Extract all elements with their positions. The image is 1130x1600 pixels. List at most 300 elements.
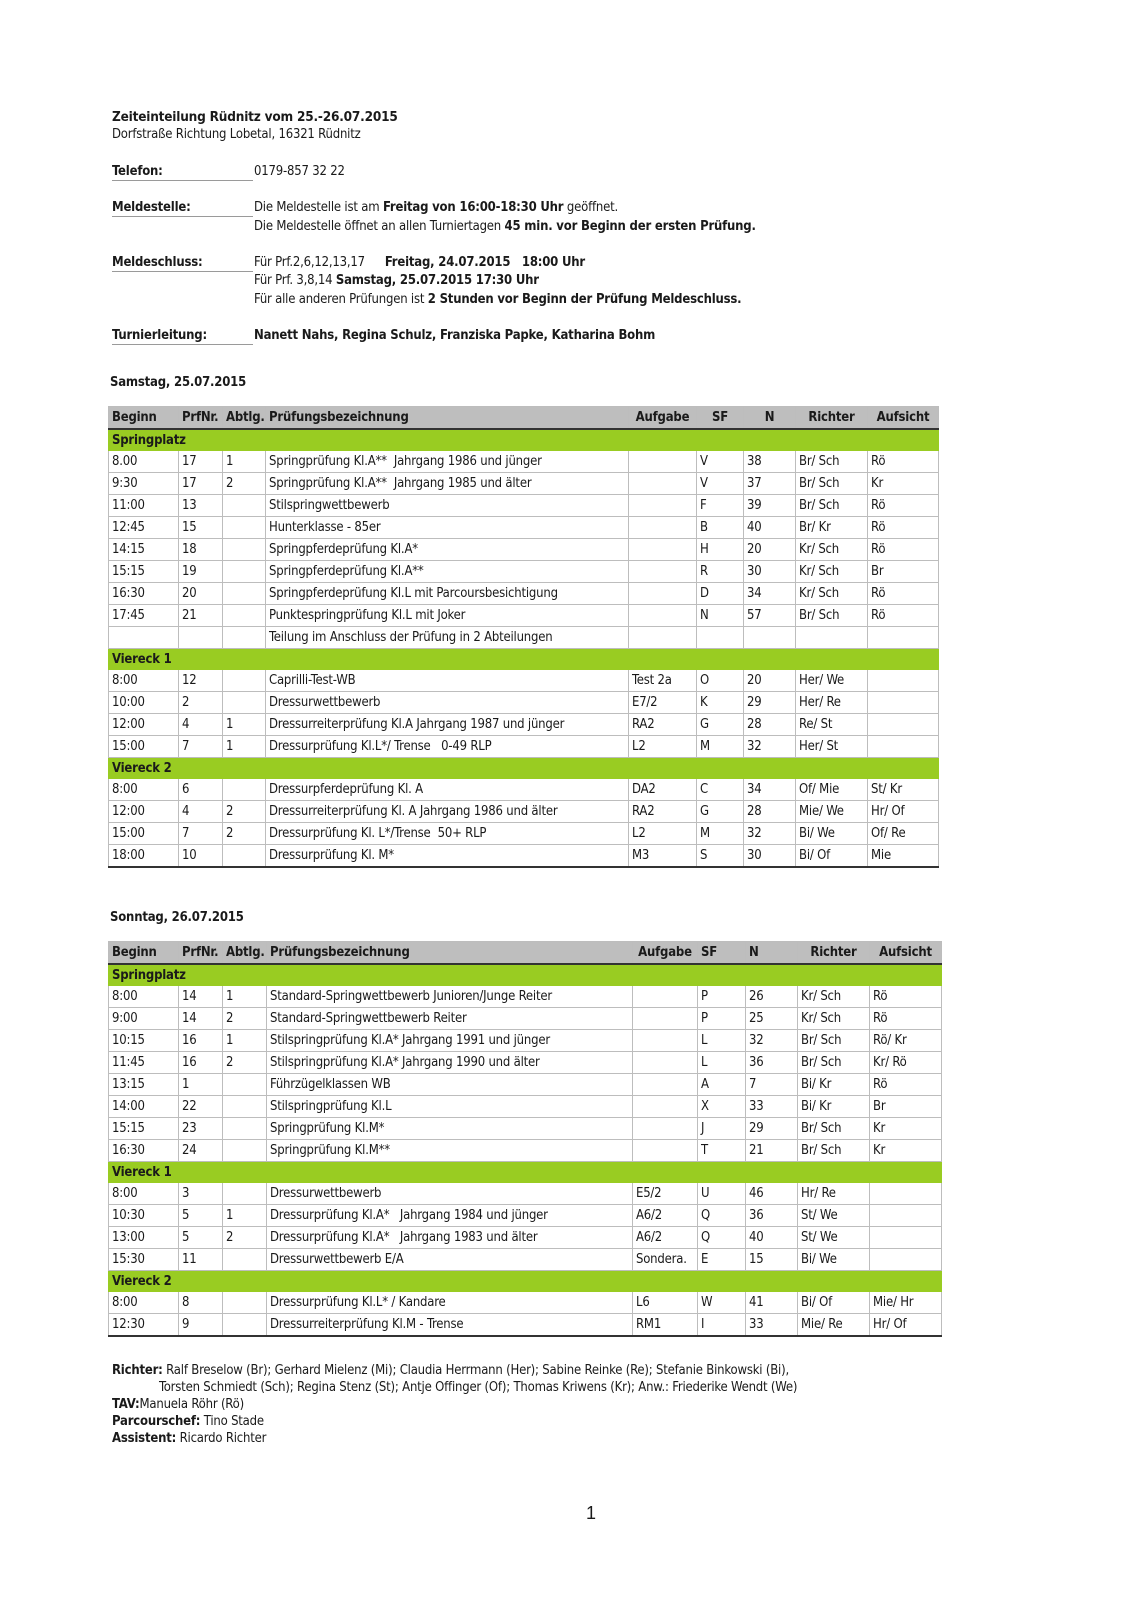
section-title: Springplatz <box>109 429 939 451</box>
cell-abtlg <box>223 1118 267 1140</box>
cell-abtlg <box>223 670 266 692</box>
section-title: Springplatz <box>109 964 942 986</box>
day-title-saturday: Samstag, 25.07.2015 <box>110 375 247 390</box>
cell-n: 32 <box>744 823 796 845</box>
meldeschluss-label: Meldeschluss: <box>112 254 253 272</box>
column-header: Abtlg. <box>223 407 266 430</box>
column-header: SF <box>698 942 746 965</box>
venue-address: Dorfstraße Richtung Lobetal, 16321 Rüdnitz <box>112 127 361 142</box>
cell-aufsicht: Kr <box>870 1118 942 1140</box>
cell-beginn: 14:00 <box>109 1096 179 1118</box>
meldestelle-line-1 <box>254 199 618 217</box>
table-row <box>109 1227 942 1249</box>
cell-richter: Her/ St <box>796 736 868 758</box>
cell-bezeichnung: Springprüfung Kl.M** <box>267 1140 633 1162</box>
page-number: 1 <box>586 1503 597 1523</box>
tav-label: TAV: <box>112 1397 140 1412</box>
cell-prfnr: 4 <box>179 801 223 823</box>
cell-n: 30 <box>744 561 796 583</box>
cell-prfnr: 11 <box>179 1249 223 1271</box>
table-row <box>109 495 939 517</box>
cell-richter <box>796 627 868 649</box>
cell-sf: P <box>698 986 746 1008</box>
document-title: Zeiteinteilung Rüdnitz vom 25.-26.07.2015 <box>112 109 398 125</box>
cell-n: 34 <box>744 583 796 605</box>
assistent-line <box>112 1430 266 1447</box>
cell-aufgabe <box>629 473 697 495</box>
cell-prfnr: 19 <box>179 561 223 583</box>
cell-prfnr: 17 <box>179 473 223 495</box>
cell-n: 26 <box>746 986 798 1008</box>
cell-aufsicht <box>868 692 939 714</box>
table-row <box>109 1030 942 1052</box>
cell-sf: D <box>697 583 744 605</box>
text: Für alle anderen Prüfungen ist <box>254 292 428 307</box>
cell-abtlg <box>223 692 266 714</box>
cell-n: 20 <box>744 670 796 692</box>
cell-prfnr: 14 <box>179 1008 223 1030</box>
table-row <box>109 1292 942 1314</box>
richter-line-1 <box>112 1362 789 1379</box>
column-header: Prüfungsbezeichnung <box>266 407 629 430</box>
cell-bezeichnung: Springpferdeprüfung Kl.A** <box>266 561 629 583</box>
cell-n: 21 <box>746 1140 798 1162</box>
column-header: Beginn <box>109 407 179 430</box>
cell-abtlg: 2 <box>223 1052 267 1074</box>
cell-aufsicht: Rö <box>870 1008 942 1030</box>
cell-richter: Br/ Kr <box>796 517 868 539</box>
cell-beginn: 8.00 <box>109 451 179 473</box>
tav-line <box>112 1396 244 1413</box>
cell-bezeichnung: Dressurprüfung Kl. L*/Trense 50+ RLP <box>266 823 629 845</box>
cell-richter: Of/ Mie <box>796 779 868 801</box>
cell-beginn: 9:00 <box>109 1008 179 1030</box>
section-row <box>109 1162 942 1183</box>
bold-text: 45 min. vor Beginn der ersten Prüfung. <box>504 219 756 234</box>
bold-text: Freitag, 24.07.2015 18:00 Uhr <box>384 255 585 270</box>
table-row <box>109 1183 942 1205</box>
cell-beginn: 11:45 <box>109 1052 179 1074</box>
cell-sf: B <box>697 517 744 539</box>
schedule-table-saturday <box>108 406 939 868</box>
cell-richter: Br/ Sch <box>796 473 868 495</box>
cell-aufgabe: A6/2 <box>633 1227 698 1249</box>
table-row <box>109 845 939 868</box>
cell-bezeichnung: Dressurprüfung Kl.A* Jahrgang 1984 und jünger <box>267 1205 633 1227</box>
cell-sf: E <box>698 1249 746 1271</box>
cell-sf: Q <box>698 1227 746 1249</box>
cell-richter: Bi/ We <box>796 823 868 845</box>
cell-abtlg <box>223 845 266 868</box>
cell-beginn: 15:00 <box>109 736 179 758</box>
cell-aufgabe <box>629 539 697 561</box>
cell-n: 41 <box>746 1292 798 1314</box>
section-title: Viereck 2 <box>109 758 939 779</box>
cell-beginn: 12:00 <box>109 714 179 736</box>
cell-prfnr: 3 <box>179 1183 223 1205</box>
text: geöffnet. <box>563 200 619 215</box>
cell-abtlg: 2 <box>223 1227 267 1249</box>
section-row <box>109 964 942 986</box>
cell-aufgabe <box>629 495 697 517</box>
cell-prfnr: 23 <box>179 1118 223 1140</box>
cell-bezeichnung: Punktespringprüfung Kl.L mit Joker <box>266 605 629 627</box>
cell-beginn: 12:30 <box>109 1314 179 1337</box>
cell-beginn: 16:30 <box>109 583 179 605</box>
cell-abtlg <box>223 1140 267 1162</box>
cell-sf: J <box>698 1118 746 1140</box>
cell-n: 28 <box>744 714 796 736</box>
cell-sf: L <box>698 1052 746 1074</box>
section-title: Viereck 1 <box>109 1162 942 1183</box>
cell-aufgabe: L6 <box>633 1292 698 1314</box>
table-row <box>109 1008 942 1030</box>
cell-richter: Bi/ We <box>798 1249 870 1271</box>
cell-abtlg: 2 <box>223 473 266 495</box>
parcourschef-label: Parcourschef: <box>112 1414 201 1429</box>
cell-abtlg: 1 <box>223 1030 267 1052</box>
cell-richter: Br/ Sch <box>796 495 868 517</box>
cell-prfnr: 6 <box>179 779 223 801</box>
cell-aufsicht: Kr <box>868 473 939 495</box>
cell-bezeichnung: Teilung im Anschluss der Prüfung in 2 Abteilungen <box>266 627 629 649</box>
cell-beginn: 15:15 <box>109 1118 179 1140</box>
table-row <box>109 1074 942 1096</box>
cell-aufsicht <box>870 1183 942 1205</box>
cell-aufgabe <box>629 605 697 627</box>
cell-aufgabe <box>633 986 698 1008</box>
cell-richter: Her/ Re <box>796 692 868 714</box>
cell-abtlg <box>223 1074 267 1096</box>
cell-sf: L <box>698 1030 746 1052</box>
table-row <box>109 451 939 473</box>
cell-richter: Kr/ Sch <box>798 986 870 1008</box>
cell-bezeichnung: Dressurpferdeprüfung Kl. A <box>266 779 629 801</box>
cell-bezeichnung: Stilspringwettbewerb <box>266 495 629 517</box>
column-header: Prüfungsbezeichnung <box>267 942 633 965</box>
cell-n: 39 <box>744 495 796 517</box>
section-title: Viereck 2 <box>109 1271 942 1292</box>
cell-sf: C <box>697 779 744 801</box>
cell-abtlg: 2 <box>223 1008 267 1030</box>
cell-beginn: 13:00 <box>109 1227 179 1249</box>
text: Die Meldestelle öffnet an allen Turniertagen <box>254 219 505 234</box>
cell-bezeichnung: Caprilli-Test-WB <box>266 670 629 692</box>
cell-bezeichnung: Dressurreiterprüfung Kl. A Jahrgang 1986 und älter <box>266 801 629 823</box>
table-row <box>109 1096 942 1118</box>
cell-n: 57 <box>744 605 796 627</box>
cell-sf: O <box>697 670 744 692</box>
day-title-sunday: Sonntag, 26.07.2015 <box>110 910 244 925</box>
column-header: PrfNr. <box>179 407 223 430</box>
cell-prfnr: 14 <box>179 986 223 1008</box>
cell-n <box>744 627 796 649</box>
cell-aufsicht: Rö <box>868 605 939 627</box>
cell-prfnr: 24 <box>179 1140 223 1162</box>
section-row <box>109 1271 942 1292</box>
cell-sf: I <box>698 1314 746 1337</box>
table-row <box>109 736 939 758</box>
cell-aufsicht: Br <box>868 561 939 583</box>
text: Die Meldestelle ist am <box>254 200 383 215</box>
cell-aufgabe: Sondera. <box>633 1249 698 1271</box>
cell-aufsicht <box>870 1205 942 1227</box>
cell-aufgabe <box>633 1074 698 1096</box>
cell-aufsicht: Kr <box>870 1140 942 1162</box>
cell-aufsicht <box>868 714 939 736</box>
cell-richter: Br/ Sch <box>798 1140 870 1162</box>
cell-beginn: 12:45 <box>109 517 179 539</box>
column-header: SF <box>697 407 744 430</box>
cell-bezeichnung: Führzügelklassen WB <box>267 1074 633 1096</box>
cell-n: 40 <box>746 1227 798 1249</box>
table-row <box>109 473 939 495</box>
cell-beginn: 10:00 <box>109 692 179 714</box>
cell-aufgabe: A6/2 <box>633 1205 698 1227</box>
column-header: Richter <box>796 407 868 430</box>
cell-sf: W <box>698 1292 746 1314</box>
cell-richter: Kr/ Sch <box>796 539 868 561</box>
cell-n: 32 <box>746 1030 798 1052</box>
cell-aufsicht <box>870 1249 942 1271</box>
cell-aufgabe <box>633 1118 698 1140</box>
cell-prfnr: 10 <box>179 845 223 868</box>
cell-prfnr: 16 <box>179 1052 223 1074</box>
cell-n: 29 <box>744 692 796 714</box>
table-row <box>109 517 939 539</box>
cell-prfnr: 1 <box>179 1074 223 1096</box>
cell-n: 25 <box>746 1008 798 1030</box>
cell-prfnr: 15 <box>179 517 223 539</box>
table-row <box>109 583 939 605</box>
cell-aufgabe: Test 2a <box>629 670 697 692</box>
cell-n: 34 <box>744 779 796 801</box>
cell-n: 29 <box>746 1118 798 1140</box>
cell-abtlg: 2 <box>223 801 266 823</box>
cell-beginn: 9:30 <box>109 473 179 495</box>
cell-abtlg <box>223 1314 267 1337</box>
cell-beginn <box>109 627 179 649</box>
cell-prfnr: 21 <box>179 605 223 627</box>
cell-n: 46 <box>746 1183 798 1205</box>
cell-aufgabe: RM1 <box>633 1314 698 1337</box>
cell-richter: Br/ Sch <box>798 1052 870 1074</box>
cell-bezeichnung: Springpferdeprüfung Kl.A* <box>266 539 629 561</box>
parcourschef-line <box>112 1413 264 1430</box>
cell-n: 30 <box>744 845 796 868</box>
cell-sf: H <box>697 539 744 561</box>
cell-n: 36 <box>746 1052 798 1074</box>
cell-prfnr: 7 <box>179 736 223 758</box>
cell-n: 33 <box>746 1096 798 1118</box>
cell-prfnr: 2 <box>179 692 223 714</box>
bold-text: Freitag von 16:00-18:30 Uhr <box>382 200 564 215</box>
cell-abtlg <box>223 561 266 583</box>
cell-n: 20 <box>744 539 796 561</box>
cell-richter: Kr/ Sch <box>796 561 868 583</box>
cell-n: 15 <box>746 1249 798 1271</box>
cell-sf: Q <box>698 1205 746 1227</box>
column-header: Aufgabe <box>633 942 698 965</box>
table-row <box>109 561 939 583</box>
cell-aufgabe <box>629 517 697 539</box>
cell-aufsicht: Rö <box>868 539 939 561</box>
cell-aufgabe <box>633 1096 698 1118</box>
cell-prfnr: 16 <box>179 1030 223 1052</box>
cell-aufgabe <box>633 1030 698 1052</box>
cell-bezeichnung: Dressurwettbewerb <box>266 692 629 714</box>
cell-sf: U <box>698 1183 746 1205</box>
column-header: Aufsicht <box>870 942 942 965</box>
cell-n: 40 <box>744 517 796 539</box>
cell-abtlg <box>223 1096 267 1118</box>
column-header: Beginn <box>109 942 179 965</box>
cell-aufsicht: Rö <box>870 1074 942 1096</box>
text: Für Prf. 3,8,14 <box>254 273 336 288</box>
column-header: N <box>744 407 796 430</box>
richter-label: Richter: <box>112 1363 163 1378</box>
table-row <box>109 627 939 649</box>
cell-n: 7 <box>746 1074 798 1096</box>
cell-abtlg <box>223 539 266 561</box>
cell-aufsicht: Rö <box>870 986 942 1008</box>
telefon-value: 0179-857 32 22 <box>254 164 345 179</box>
cell-richter: Br/ Sch <box>796 605 868 627</box>
cell-abtlg <box>223 1292 267 1314</box>
cell-richter: St/ We <box>798 1227 870 1249</box>
cell-prfnr: 18 <box>179 539 223 561</box>
cell-sf: S <box>697 845 744 868</box>
cell-aufsicht: Rö <box>868 583 939 605</box>
table-row <box>109 823 939 845</box>
cell-aufsicht: Rö/ Kr <box>870 1030 942 1052</box>
cell-richter: Bi/ Kr <box>798 1096 870 1118</box>
cell-abtlg: 1 <box>223 736 266 758</box>
cell-abtlg: 1 <box>223 451 266 473</box>
cell-prfnr: 17 <box>179 451 223 473</box>
cell-bezeichnung: Springprüfung Kl.M* <box>267 1118 633 1140</box>
cell-sf: X <box>698 1096 746 1118</box>
cell-aufgabe: M3 <box>629 845 697 868</box>
cell-prfnr <box>179 627 223 649</box>
cell-abtlg: 1 <box>223 714 266 736</box>
cell-abtlg <box>223 495 266 517</box>
cell-prfnr: 8 <box>179 1292 223 1314</box>
cell-abtlg: 1 <box>223 1205 267 1227</box>
meldestelle-line-2 <box>254 218 756 236</box>
cell-aufgabe <box>633 1140 698 1162</box>
table-row <box>109 779 939 801</box>
cell-prfnr: 5 <box>179 1205 223 1227</box>
cell-abtlg <box>223 779 266 801</box>
cell-richter: Bi/ Of <box>798 1292 870 1314</box>
cell-prfnr: 13 <box>179 495 223 517</box>
table-row <box>109 1052 942 1074</box>
cell-aufsicht: Hr/ Of <box>870 1314 942 1337</box>
richter-list: Ralf Breselow (Br); Gerhard Mielenz (Mi); Claudia Herrmann (Her); Sabine Reinke (Re); Stefanie Binkowski (Bi), <box>166 1363 789 1378</box>
cell-beginn: 8:00 <box>109 1292 179 1314</box>
table-row <box>109 670 939 692</box>
cell-aufsicht: St/ Kr <box>868 779 939 801</box>
column-header: Abtlg. <box>223 942 267 965</box>
cell-beginn: 17:45 <box>109 605 179 627</box>
assistent-value: Ricardo Richter <box>179 1431 267 1446</box>
cell-aufsicht: Of/ Re <box>868 823 939 845</box>
cell-aufsicht: Hr/ Of <box>868 801 939 823</box>
cell-sf: V <box>697 473 744 495</box>
cell-aufsicht: Rö <box>868 495 939 517</box>
cell-beginn: 8:00 <box>109 670 179 692</box>
cell-bezeichnung: Dressurprüfung Kl.A* Jahrgang 1983 und älter <box>267 1227 633 1249</box>
cell-prfnr: 12 <box>179 670 223 692</box>
cell-sf: A <box>698 1074 746 1096</box>
cell-beginn: 15:00 <box>109 823 179 845</box>
cell-sf: G <box>697 801 744 823</box>
assistent-label: Assistent: <box>112 1431 177 1446</box>
cell-aufgabe: RA2 <box>629 714 697 736</box>
cell-abtlg: 2 <box>223 823 266 845</box>
schedule-table-sunday <box>108 941 942 1337</box>
cell-richter: Br/ Sch <box>798 1118 870 1140</box>
table-row <box>109 986 942 1008</box>
table-row <box>109 1118 942 1140</box>
cell-sf: V <box>697 451 744 473</box>
cell-aufgabe <box>629 583 697 605</box>
cell-n: 38 <box>744 451 796 473</box>
cell-beginn: 8:00 <box>109 779 179 801</box>
cell-aufgabe <box>633 1008 698 1030</box>
cell-richter: Re/ St <box>796 714 868 736</box>
table-row <box>109 714 939 736</box>
cell-aufsicht: Mie <box>868 845 939 868</box>
cell-sf: F <box>697 495 744 517</box>
table-row <box>109 1249 942 1271</box>
cell-aufgabe <box>629 627 697 649</box>
bold-text: 2 Stunden vor Beginn der Prüfung Meldeschluss. <box>427 292 742 307</box>
cell-abtlg <box>223 1183 267 1205</box>
cell-richter: Bi/ Kr <box>798 1074 870 1096</box>
cell-sf: P <box>698 1008 746 1030</box>
cell-bezeichnung: Stilspringprüfung Kl.L <box>267 1096 633 1118</box>
cell-bezeichnung: Stilspringprüfung Kl.A* Jahrgang 1991 und jünger <box>267 1030 633 1052</box>
tav-value: Manuela Röhr (Rö) <box>139 1397 244 1412</box>
table-header-row <box>109 942 942 965</box>
cell-richter: Br/ Sch <box>798 1030 870 1052</box>
cell-sf: T <box>698 1140 746 1162</box>
cell-prfnr: 4 <box>179 714 223 736</box>
cell-prfnr: 22 <box>179 1096 223 1118</box>
table-row <box>109 692 939 714</box>
parcourschef-value: Tino Stade <box>203 1414 264 1429</box>
cell-beginn: 10:15 <box>109 1030 179 1052</box>
cell-richter: Mie/ Re <box>798 1314 870 1337</box>
cell-aufgabe: DA2 <box>629 779 697 801</box>
cell-abtlg: 1 <box>223 986 267 1008</box>
cell-richter: Kr/ Sch <box>796 583 868 605</box>
cell-richter: St/ We <box>798 1205 870 1227</box>
cell-beginn: 11:00 <box>109 495 179 517</box>
cell-bezeichnung: Springpferdeprüfung Kl.L mit Parcoursbesichtigung <box>266 583 629 605</box>
cell-abtlg <box>223 517 266 539</box>
cell-aufsicht: Kr/ Rö <box>870 1052 942 1074</box>
cell-prfnr: 7 <box>179 823 223 845</box>
cell-aufsicht <box>868 736 939 758</box>
cell-sf: K <box>697 692 744 714</box>
cell-bezeichnung: Dressurprüfung Kl.L* / Kandare <box>267 1292 633 1314</box>
turnierleitung-label: Turnierleitung: <box>112 327 253 345</box>
cell-aufgabe: E7/2 <box>629 692 697 714</box>
cell-richter: Her/ We <box>796 670 868 692</box>
